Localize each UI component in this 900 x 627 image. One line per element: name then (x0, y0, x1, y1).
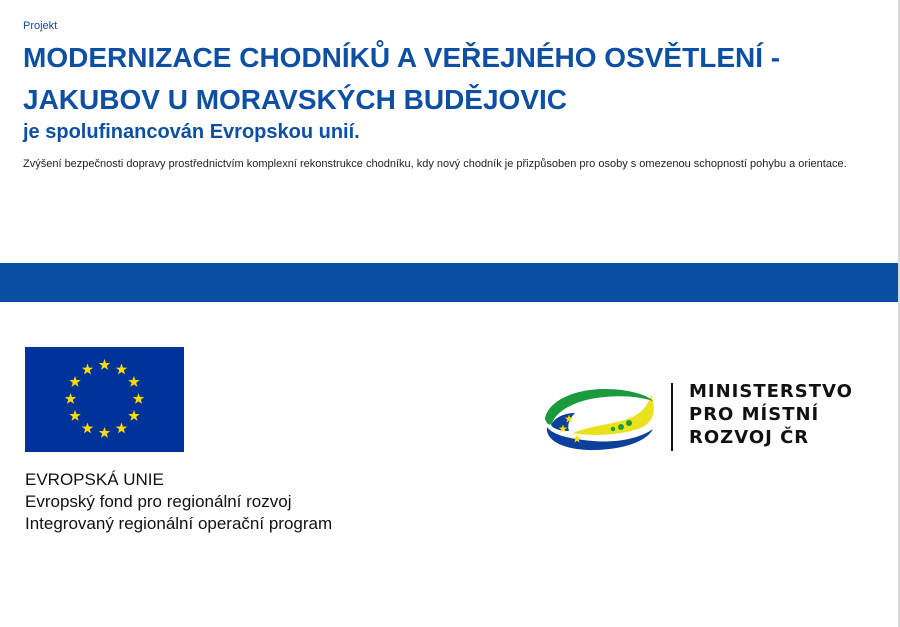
eu-programme-name: Integrovaný regionální operační program (25, 514, 333, 533)
ministry-line-3: ROZVOJ ČR (689, 427, 810, 448)
project-title: MODERNIZACE CHODNÍKŮ A VEŘEJNÉHO OSVĚTLENÍ - JAKUBOV U MORAVSKÝCH BUDĚJOVIC (23, 42, 781, 115)
project-description: Zvýšení bezpečnosti dopravy prostřednictvím komplexní rekonstrukce chodníku, kdy nový chodník je přizpůsoben pro osoby s omezenou schopností pohybu a orientace. (23, 158, 847, 170)
ministry-logo-icon (543, 383, 658, 451)
eu-funding-text (25, 469, 332, 535)
project-label: Projekt (23, 20, 58, 32)
eu-fund-name: Evropský fond pro regionální rozvoj (25, 492, 292, 511)
eu-name: EVROPSKÁ UNIE (25, 470, 164, 489)
ministry-name (689, 380, 853, 449)
ministry-line-1: MINISTERSTVO (689, 381, 853, 402)
blue-band (0, 263, 900, 302)
eu-flag-icon (25, 347, 184, 452)
ministry-divider (671, 383, 673, 451)
ministry-line-2: PRO MÍSTNÍ (689, 404, 820, 425)
cofinanced-statement: je spolufinancován Evropskou unií. (23, 121, 360, 143)
